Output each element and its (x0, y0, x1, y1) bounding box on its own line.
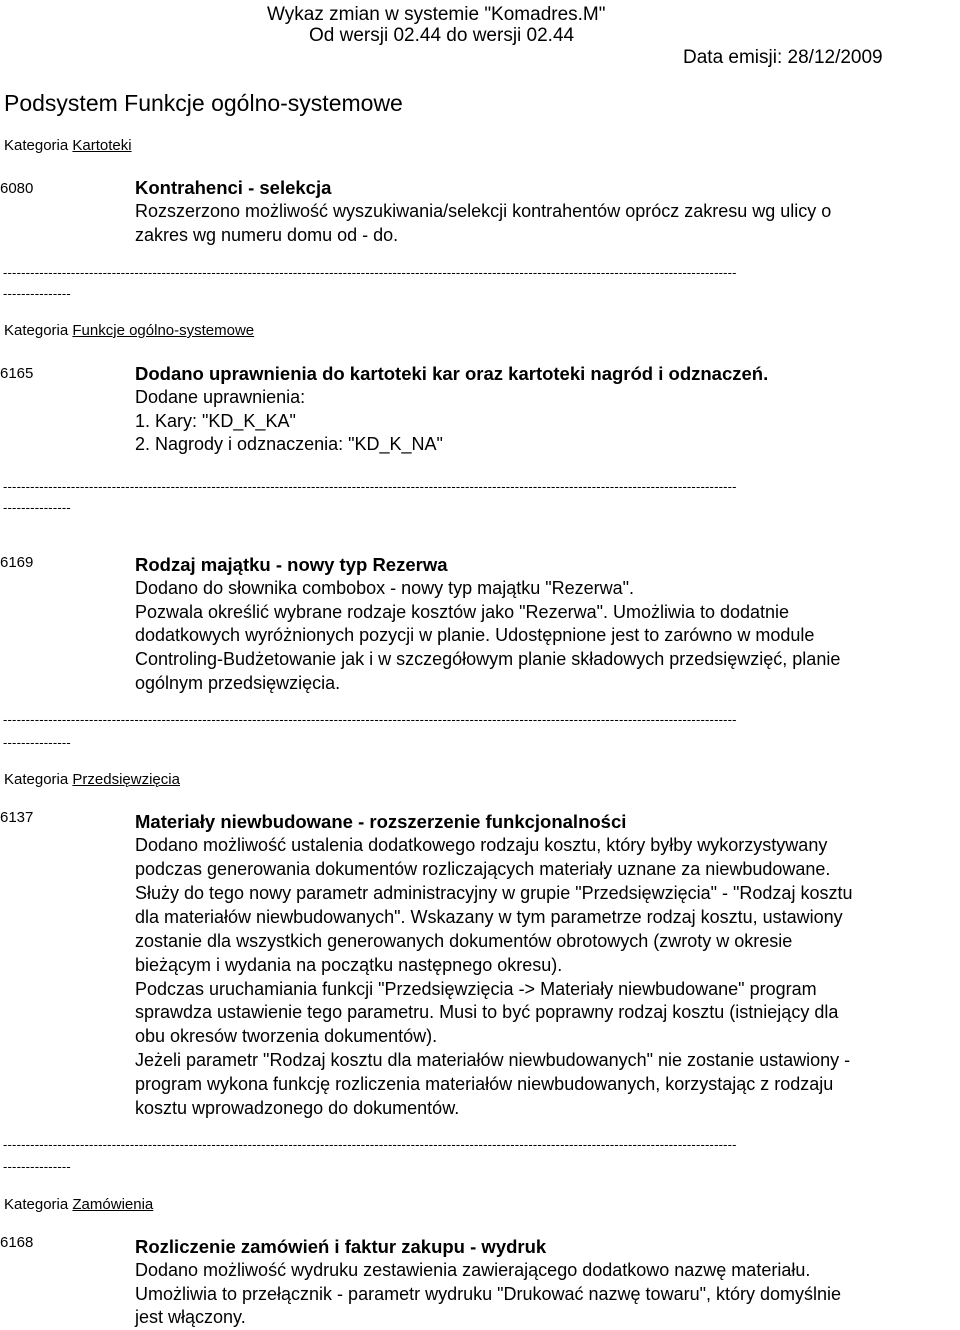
entry-line: Służy do tego nowy parametr administracyjny w grupie "Przedsięwzięcia" - "Rodzaj kosztu (135, 883, 853, 903)
entry-number: 6137 (0, 809, 34, 826)
category-label: Kategoria (4, 322, 69, 339)
version-range: Od wersji 02.44 do wersji 02.44 (309, 25, 575, 46)
entry-line: jest włączony. (135, 1307, 246, 1327)
category-label: Kategoria (4, 137, 69, 154)
category-label: Kategoria (4, 1196, 69, 1213)
separator-line: ------------------------------------------------------------------------------------------------------------------------------------------------------------------ (3, 712, 737, 727)
category-link[interactable]: Funkcje ogólno-systemowe (72, 322, 255, 339)
entry-number: 6169 (0, 554, 34, 571)
entry-line: obu okresów tworzenia dokumentów). (135, 1026, 438, 1046)
entry-line: bieżącym i wydania na początku następnego okresu). (135, 955, 563, 975)
subsystem-heading (4, 90, 403, 116)
entry-line: Umożliwia to przełącznik - parametr wydruku "Drukować nazwę towaru", który domyślnie (135, 1284, 842, 1304)
entry-line: zostanie dla wszystkich generowanych dokumentów obrotowych (zwroty w okresie (135, 931, 793, 951)
entry-title: Materiały niewbudowane - rozszerzenie funkcjonalności (135, 811, 627, 832)
entry-line: Rozszerzono możliwość wyszukiwania/selekcji kontrahentów oprócz zakresu wg ulicy o (135, 201, 832, 221)
category-heading (4, 137, 132, 155)
category-link[interactable]: Przedsięwzięcia (72, 771, 180, 788)
entry-number: 6168 (0, 1234, 34, 1251)
entry-line: sprawdza ustawienie tego parametru. Musi to być poprawny rodzaj kosztu (istniejący dla (135, 1002, 839, 1022)
separator-line: --------------- (3, 735, 71, 750)
category-heading (4, 1196, 153, 1214)
subsystem-label: Podsystem (4, 90, 118, 116)
entry-line: Dodano możliwość ustalenia dodatkowego rodzaju kosztu, który byłby wykorzystywany (135, 835, 828, 855)
entry-title: Kontrahenci - selekcja (135, 177, 332, 198)
separator-line: ------------------------------------------------------------------------------------------------------------------------------------------------------------------ (3, 479, 737, 494)
entry-title: Rozliczenie zamówień i faktur zakupu - wydruk (135, 1236, 547, 1257)
entry-line: kosztu wprowadzonego do dokumentów. (135, 1098, 460, 1118)
category-heading (4, 771, 180, 789)
entry-line: podczas generowania dokumentów rozliczających materiały uznane za niewbudowane. (135, 859, 831, 879)
category-label: Kategoria (4, 771, 69, 788)
entry-title: Dodano uprawnienia do kartoteki kar oraz kartoteki nagród i odznaczeń. (135, 363, 769, 384)
entry-line: Dodano możliwość wydruku zestawienia zawierającego dodatkowo nazwę materiału. (135, 1260, 811, 1280)
entry-line: Dodane uprawnienia: (135, 387, 306, 407)
category-heading (4, 322, 254, 340)
subsystem-name: Funkcje ogólno-systemowe (124, 90, 403, 116)
entry-title: Rodzaj majątku - nowy typ Rezerwa (135, 554, 448, 575)
separator-line: --------------- (3, 1159, 71, 1174)
entry-line: 2. Nagrody i odznaczenia: "KD_K_NA" (135, 434, 443, 454)
separator-line: --------------- (3, 500, 71, 515)
separator-line: ------------------------------------------------------------------------------------------------------------------------------------------------------------------ (3, 265, 737, 280)
entry-line: Dodano do słownika combobox - nowy typ majątku "Rezerwa". (135, 578, 635, 598)
entry-number: 6165 (0, 365, 34, 382)
entry-line: dla materiałów niewbudowanych". Wskazany w tym parametrze rodzaj kosztu, ustawiony (135, 907, 843, 927)
document-title: Wykaz zmian w systemie "Komadres.M" (267, 4, 606, 25)
entry-line: Podczas uruchamiania funkcji "Przedsięwzięcia -> Materiały niewbudowane" program (135, 979, 817, 999)
separator-line: --------------- (3, 286, 71, 301)
entry-line: Controling-Budżetowanie jak i w szczegółowym planie składowych przedsięwzięć, planie (135, 649, 841, 669)
category-link[interactable]: Zamówienia (72, 1196, 154, 1213)
entry-line: program wykona funkcję rozliczenia materiałów niewbudowanych, korzystając z rodzaju (135, 1074, 834, 1094)
category-link[interactable]: Kartoteki (72, 137, 132, 154)
entry-line: dodatkowych wyróżnionych pozycji w planie. Udostępnione jest to zarówno w module (135, 625, 815, 645)
entry-line: Jeżeli parametr "Rodzaj kosztu dla materiałów niewbudowanych" nie zostanie ustawiony - (135, 1050, 851, 1070)
entry-number: 6080 (0, 180, 34, 197)
issue-date: Data emisji: 28/12/2009 (683, 47, 883, 68)
separator-line: ------------------------------------------------------------------------------------------------------------------------------------------------------------------ (3, 1137, 737, 1152)
entry-line: Pozwala określić wybrane rodzaje kosztów jako "Rezerwa". Umożliwia to dodatnie (135, 602, 790, 622)
entry-line: ogólnym przedsięwzięcia. (135, 673, 341, 693)
entry-line: 1. Kary: "KD_K_KA" (135, 411, 296, 431)
entry-line: zakres wg numeru domu od - do. (135, 225, 399, 245)
